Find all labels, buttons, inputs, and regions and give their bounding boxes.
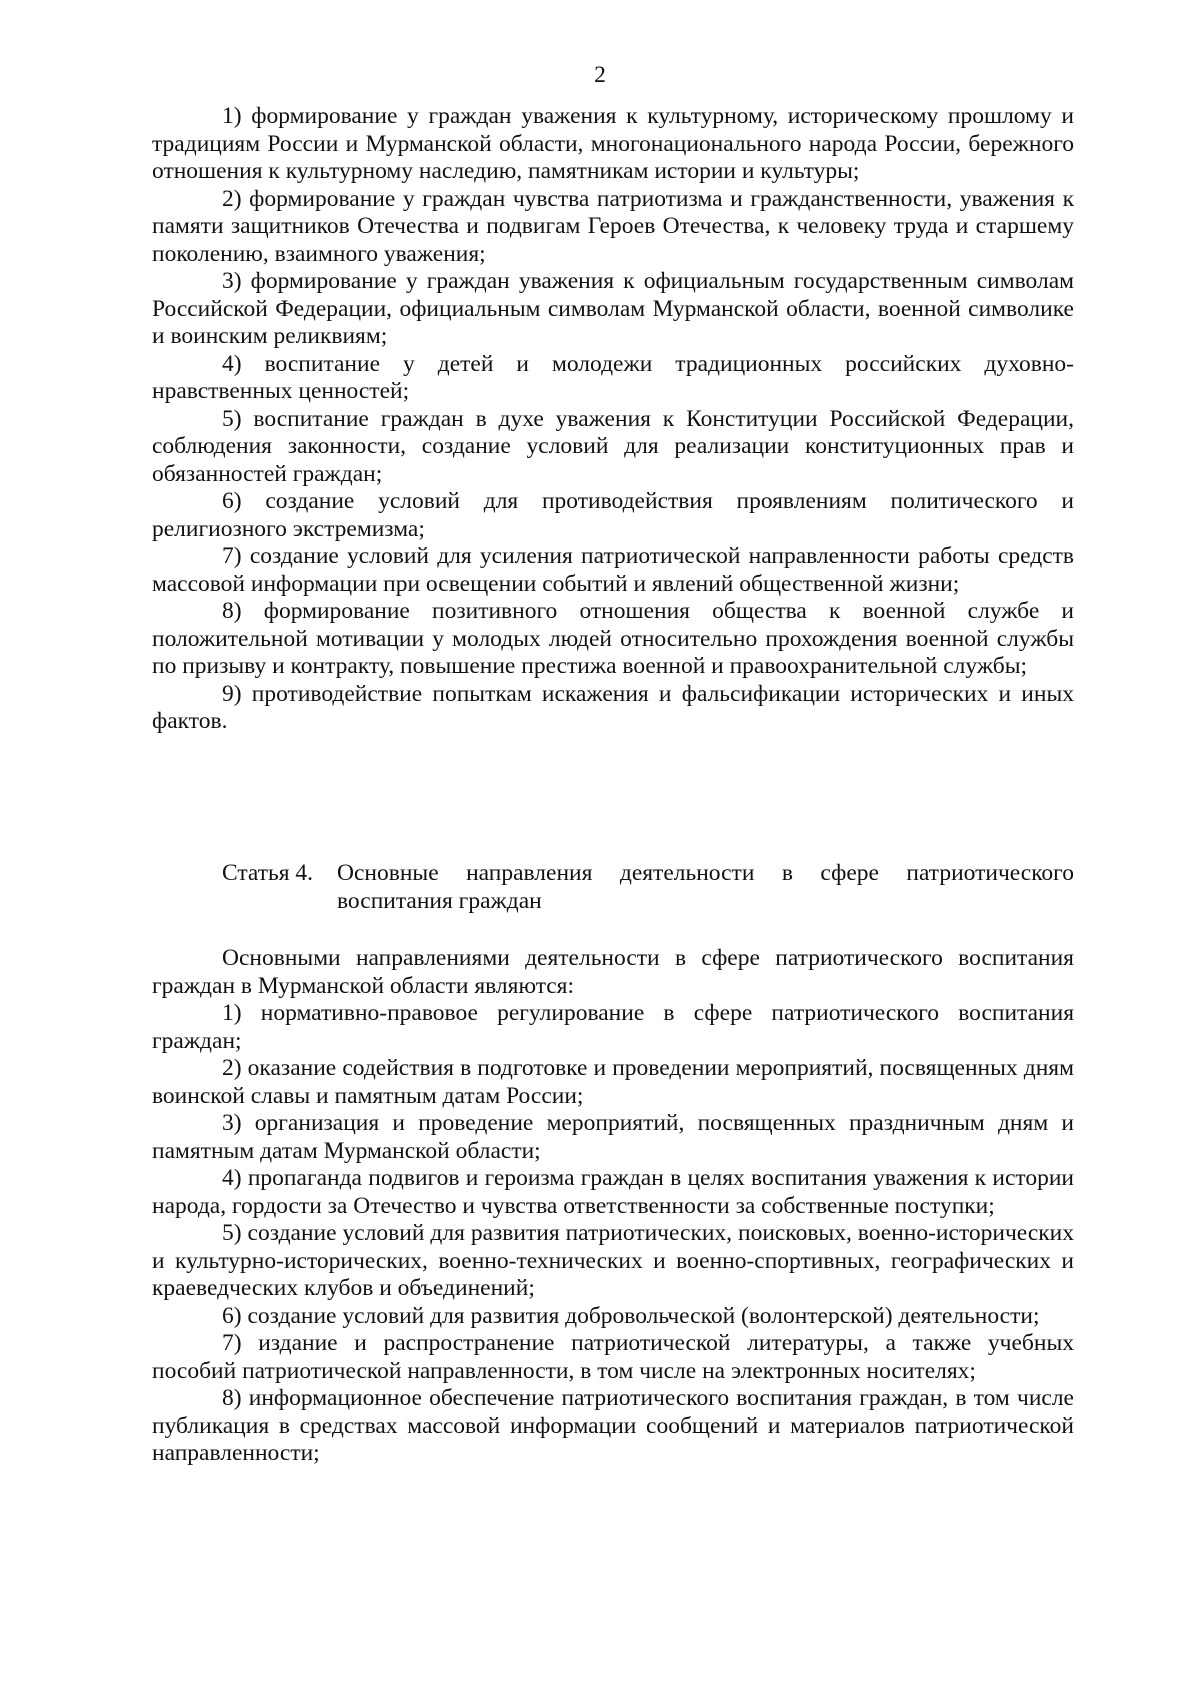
list-item: 7) создание условий для усиления патриотической направленности работы средств массовой информации при освещении событий и явлений общественной жизни; xyxy=(152,543,1074,597)
list-item: 4) пропаганда подвигов и героизма граждан в целях воспитания уважения к истории народа, гордости за Отечество и чувства ответственности за собственные поступки; xyxy=(152,1165,1074,1219)
purposes-list xyxy=(152,103,1074,736)
list-item: 2) формирование у граждан чувства патриотизма и гражданственности, уважения к памяти защитников Отечества и подвигам Героев Отечества, к человеку труда и старшему поколению, взаимного уважения; xyxy=(152,185,1074,267)
list-item: 5) воспитание граждан в духе уважения к Конституции Российской Федерации, соблюдения законности, создание условий для реализации конституционных прав и обязанностей граждан; xyxy=(152,405,1074,487)
list-item: 1) нормативно-правовое регулирование в сфере патриотического воспитания граждан; xyxy=(152,1000,1074,1054)
list-item: 7) издание и распространение патриотической литературы, а также учебных пособий патриотической направленности, в том числе на электронных носителях; xyxy=(152,1330,1074,1384)
list-item: 8) формирование позитивного отношения общества к военной службе и положительной мотивации у молодых людей относительно прохождения военной службы по призыву и контракту, повышение престижа военной и правоохранительной службы; xyxy=(152,598,1074,679)
list-item: 8) информационное обеспечение патриотического воспитания граждан, в том числе публикация в средствах массовой информации сообщений и материалов патриотической направленности; xyxy=(152,1385,1074,1466)
list-item: 9) противодействие попыткам искажения и фальсификации исторических и иных фактов. xyxy=(152,680,1074,734)
article-heading xyxy=(222,860,1074,915)
article-label: Статья 4. xyxy=(222,860,314,886)
list-item: 5) создание условий для развития патриотических, поисковых, военно-исторических и культурно-исторических, военно-технических и военно-спортивных, географических и краеведческих клубов и объединений; xyxy=(152,1220,1074,1301)
page-number: 2 xyxy=(594,62,606,88)
list-item: 2) оказание содействия в подготовке и проведении мероприятий, посвященных дням воинской славы и памятным датам России; xyxy=(152,1055,1074,1109)
list-item: 3) организация и проведение мероприятий, посвященных праздничным дням и памятным датам Мурманской области; xyxy=(152,1110,1074,1164)
intro-paragraph: Основными направлениями деятельности в сфере патриотического воспитания граждан в Мурманской области являются: xyxy=(152,945,1074,999)
article-title: Основные направления деятельности в сфере патриотического воспитания граждан xyxy=(337,860,1074,914)
list-item: 6) создание условий для противодействия проявлениям политического и религиозного экстремизма; xyxy=(152,488,1074,542)
directions-list xyxy=(152,945,1074,1468)
list-item: 6) создание условий для развития добровольческой (волонтерской) деятельности; xyxy=(222,1302,1040,1329)
list-item: 3) формирование у граждан уважения к официальным государственным символам Российской Федерации, официальным символам Мурманской области, военной символике и воинским реликвиям; xyxy=(152,268,1074,349)
list-item: 4) воспитание у детей и молодежи традиционных российских духовно-нравственных ценностей; xyxy=(152,350,1074,404)
list-item: 1) формирование у граждан уважения к культурному, историческому прошлому и традициям России и Мурманской области, многонационального народа России, бережного отношения к культурному наследию, памятникам истории и культуры; xyxy=(152,103,1074,184)
